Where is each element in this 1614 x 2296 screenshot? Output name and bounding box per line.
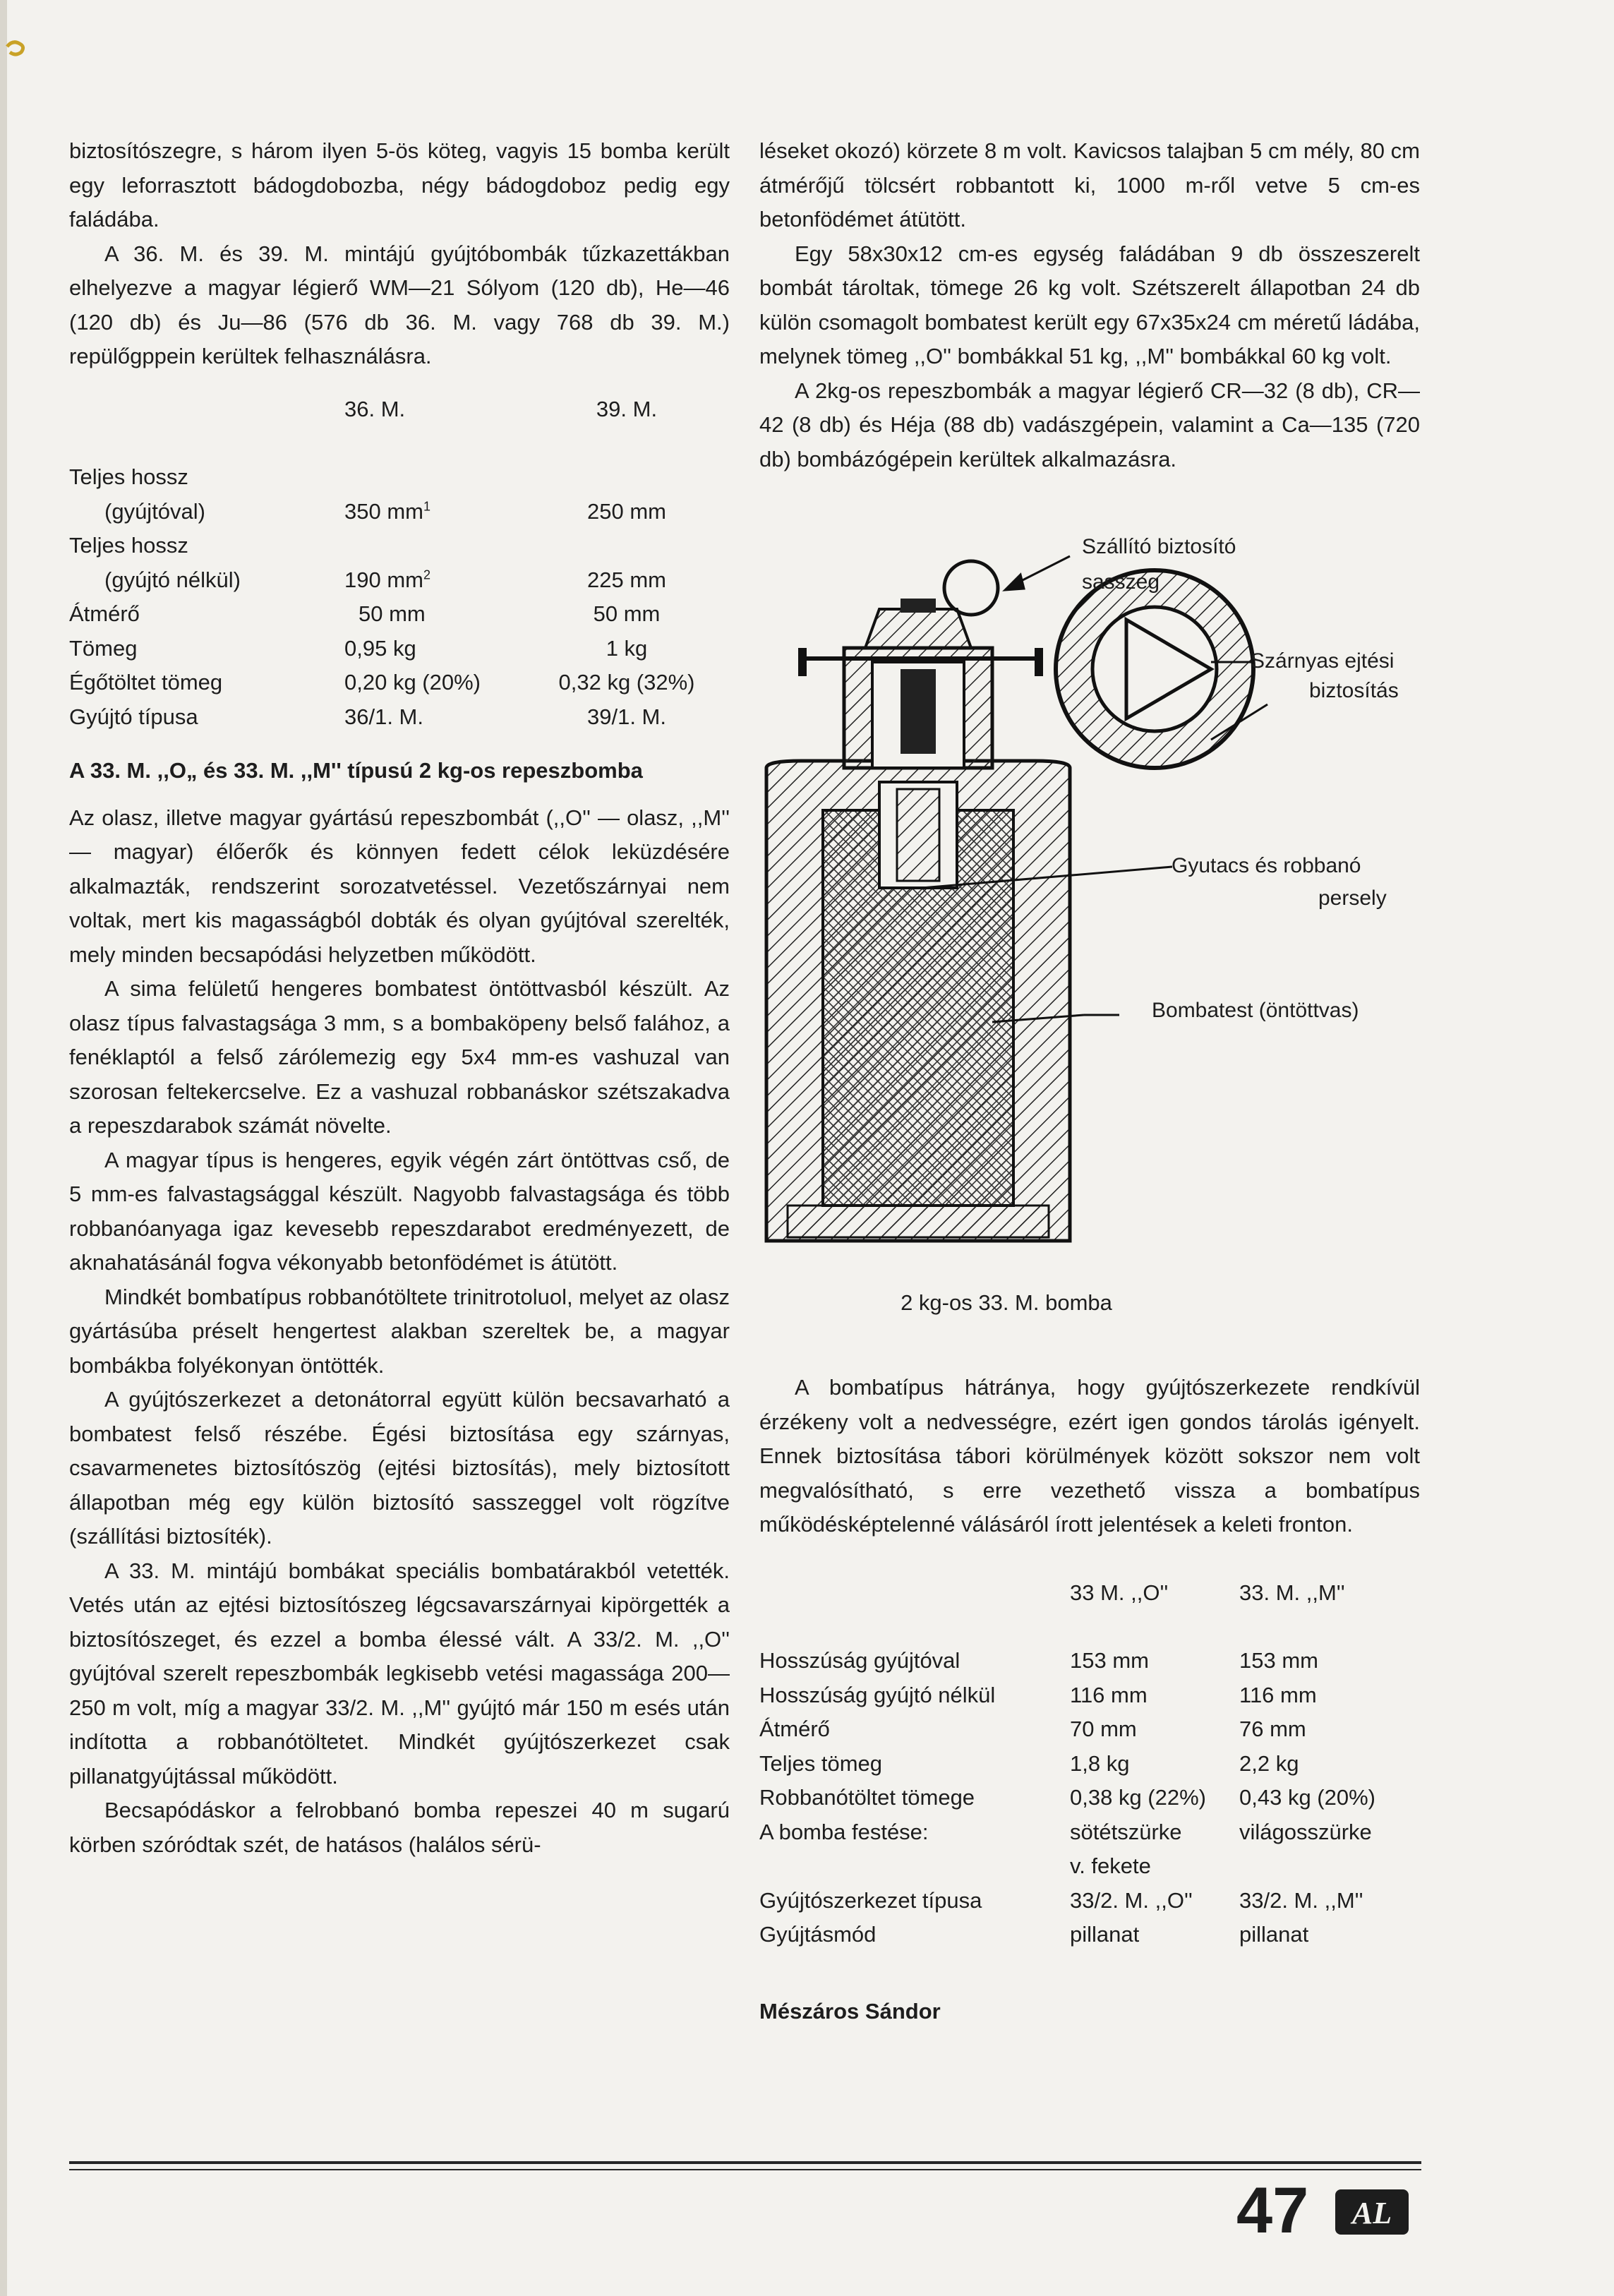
table-row <box>759 1747 1420 1781</box>
fragmentation-specs-table <box>759 1576 1420 1952</box>
paragraph: A sima felületű hengeres bombatest öntöttvasból készült. Az olasz típus falvastagsága 3 mm, s a bombaköpeny belső falához, a fenéklaptól a felső zárólemezig egy 5x4 mm-es vashuzal van szorosan feltekercselve. Ez a vashuzal robbanáskor szétszakadva a repeszdarabok számát növelte. <box>69 976 730 1138</box>
cell-value: 0,32 kg (32%) <box>558 670 695 695</box>
table-row <box>759 1884 1420 1918</box>
table-row <box>69 529 733 563</box>
label-bomb-body: Bombatest (öntöttvas) <box>1152 999 1359 1022</box>
paragraph: A gyújtószerkezet a detonátorral együtt külön becsavarható a bombatest felső részébe. Égési biztosítása egy szárnyas, csavarmenetes biztosítószög (ejtési biztosítás), mely biztosított állapotban még egy külön biztosító sasszeggel volt rögzítve (szállítási biztosíték). <box>69 1387 730 1549</box>
svg-text:AL: AL <box>1351 2196 1392 2230</box>
row-label: Teljes hossz <box>69 464 188 489</box>
row-label: Teljes hossz <box>69 533 188 558</box>
table-row <box>759 1712 1420 1747</box>
table-row <box>69 666 733 700</box>
footer-rule <box>69 2161 1421 2164</box>
row-label: Robbanótöltet tömege <box>759 1785 975 1810</box>
paragraph: A magyar típus is hengeres, egyik végén zárt öntöttvas cső, de 5 mm-es falvastagsággal készült. Nagyobb falvastagsága és több robbanóanyaga igaz kevesebb repeszdarabot eredményezett, de aknahatásánál fogva vékonyabb betonfödémet is átütött. <box>69 1147 730 1275</box>
cell-value: 50 mm <box>593 601 661 626</box>
table-header-row <box>69 392 733 427</box>
cell-value: 116 mm <box>1070 1682 1148 1707</box>
table-row <box>69 460 733 495</box>
section-heading: A 33. M. ,,O„ és 33. M. ,,M'' típusú 2 kg-os repeszbomba <box>69 758 643 783</box>
page-number: 47 <box>1236 2175 1309 2247</box>
row-label: Égőtöltet tömeg <box>69 670 223 695</box>
cell-value: 33/2. M. ,,O'' <box>1070 1887 1193 1913</box>
cell-value: 116 mm <box>1239 1682 1317 1707</box>
footer-rule-thin <box>69 2169 1421 2170</box>
cell-value: 39/1. M. <box>587 704 666 729</box>
row-label: Tömeg <box>69 635 138 661</box>
cell-value: 350 $mm^1$ <box>344 498 430 524</box>
cell-value: 36/1. M. <box>344 704 423 729</box>
cell-value: 153 mm <box>1239 1648 1318 1673</box>
cell-value: 33/2. M. ,,M'' <box>1239 1887 1363 1913</box>
right-column-bottom <box>759 1371 1420 2028</box>
incendiary-specs-table <box>69 392 733 735</box>
cell-value: pillanat <box>1239 1922 1309 1947</box>
cell-value: 0,38 kg (22%) <box>1070 1785 1206 1810</box>
paragraph: Az olasz, illetve magyar gyártású repeszbombát (,,O'' — olasz, ,,M'' — magyar) élőerők és könnyen fedett célok leküzdésére alkalmazták, rendszerint sorozatvetéssel. Vezetőszárnyai nem voltak, mert kis magasságból dobták és olyan gyújtóval szerelték, mely minden becsapódási helyzetben működött. <box>69 805 730 967</box>
left-column <box>69 134 730 1862</box>
table-row <box>69 700 733 735</box>
row-label: Átmérő <box>759 1717 830 1741</box>
paragraph: A 33. M. mintájú bombákat speciális bombatárakból vetették. Vetés után az ejtési biztosítószeg légcsavarszárnyai kipörgették a biztosítószeget, és ezzel a bomba élessé vált. A 33/2. M. ,,O'' gyújtóval szerelt repeszbombák legkisebb vetési magassága 200—250 m volt, míg a magyar 33/2. M. ,,M'' gyújtó már 150 m esés után indította a robbanótöltetet. Mindkét gyújtószerkezet csak pillanatgyújtással működött. <box>69 1558 730 1789</box>
label-detonator: Gyutacs és robbanó <box>1172 854 1361 877</box>
cell-value: 0,20 kg (20%) <box>344 670 481 695</box>
table-row <box>759 1849 1420 1884</box>
label-detonator-2: persely <box>1318 886 1387 910</box>
cell-value: világosszürke <box>1239 1819 1372 1844</box>
table-row <box>69 563 733 598</box>
cell-value: v. fekete <box>1070 1853 1151 1878</box>
row-label: Hosszúság gyújtóval <box>759 1648 960 1673</box>
row-label: Gyújtószerkezet típusa <box>759 1887 982 1913</box>
right-column-top <box>759 134 1420 476</box>
cell-value: sötétszürke <box>1070 1819 1182 1844</box>
cell-value: 1 kg <box>606 635 648 661</box>
column-header: 36. M. <box>344 396 406 421</box>
table-row <box>759 1918 1420 1952</box>
author-signature: Mészáros Sándor <box>759 1998 941 2024</box>
figure-caption: 2 kg-os 33. M. bomba <box>901 1290 1112 1315</box>
paragraph: léseket okozó) körzete 8 m volt. Kavicsos talajban 5 cm mély, 80 cm átmérőjű tölcsért robbantott ki, 1000 m-ről vetve 5 cm-es betonfödémet átütött. <box>759 138 1420 232</box>
column-header: 39. M. <box>596 396 658 421</box>
row-label: (gyújtóval) <box>104 498 205 524</box>
table-row <box>759 1781 1420 1815</box>
cell-value: 1,8 kg <box>1070 1750 1130 1776</box>
table-row <box>759 1815 1420 1850</box>
paragraph: Egy 58x30x12 cm-es egység faládában 9 db összeszerelt bombát tároltak, tömege 26 kg volt. Szétszerelt állapotban 24 db külön csomagolt bombatest került egy 67x35x24 cm méretű ládába, melynek tömeg ,,O'' bombákkal 51 kg, ,,M'' bombákkal 60 kg volt. <box>759 241 1420 368</box>
row-label: Átmérő <box>69 601 140 626</box>
corner-mark-icon <box>4 37 32 58</box>
paragraph: Becsapódáskor a felrobbanó bomba repeszei 40 m sugarú körben szóródtak szét, de hatásos (halálos sérü- <box>69 1798 730 1857</box>
wing-pin-ring <box>1056 570 1253 768</box>
cell-value: 153 mm <box>1070 1648 1149 1673</box>
cell-value <box>1239 1849 1420 1884</box>
cell-value: 0,95 kg <box>344 635 416 661</box>
page-edge <box>0 0 7 2296</box>
transport-pin-ring <box>944 561 998 615</box>
cell-value: 50 mm <box>359 601 426 626</box>
column-header: 33 M. ,,O'' <box>1070 1580 1169 1605</box>
table-row <box>69 495 733 529</box>
row-label: Gyújtó típusa <box>69 704 198 729</box>
cell-value: 0,43 kg (20%) <box>1239 1785 1375 1810</box>
row-label: Gyújtásmód <box>759 1922 877 1947</box>
paragraph: A bombatípus hátránya, hogy gyújtószerkezete rendkívül érzékeny volt a nedvességre, ezért igen gondos tárolás igényelt. Ennek biztosítása tábori körülmények között sokszor nem volt megvalósítható, s erre vezethető vissza a bombatípus működésképtelenné válásáról írott jelentések a keleti fronton. <box>759 1375 1420 1537</box>
row-label: Teljes tömeg <box>759 1750 883 1776</box>
cell-value: 190 $mm^2$ <box>344 567 430 592</box>
cell-value: 70 mm <box>1070 1717 1137 1741</box>
cell-value: 225 mm <box>587 567 666 592</box>
cell-value: 2,2 kg <box>1239 1750 1299 1776</box>
row-label: A bomba festése: <box>759 1819 929 1844</box>
row-label: (gyújtó nélkül) <box>104 567 241 592</box>
table-row <box>69 632 733 666</box>
label-transport-pin-2: sasszeg <box>1082 570 1160 594</box>
table-row <box>69 597 733 632</box>
table-header-row <box>759 1576 1420 1611</box>
cell-value: 76 mm <box>1239 1717 1306 1741</box>
table-row <box>759 1678 1420 1713</box>
magazine-logo-icon <box>1334 2188 1410 2236</box>
label-wing-pin: Szárnyas ejtési <box>1251 649 1395 673</box>
cell-value: pillanat <box>1070 1922 1140 1947</box>
column-header: 33. M. ,,M'' <box>1239 1580 1345 1605</box>
paragraph: Mindkét bombatípus robbanótöltete trinitrotoluol, melyet az olasz gyártásúba préselt hengertest alakban szereltek be, a magyar bombákba folyékonyan öntötték. <box>69 1284 730 1378</box>
table-row <box>759 1644 1420 1678</box>
label-wing-pin-2: biztosítás <box>1309 679 1399 702</box>
paragraph: A 36. M. és 39. M. mintájú gyújtóbombák tűzkazettákban elhelyezve a magyar légierő WM—21 Sólyom (120 db), He—46 (120 db) és Ju—86 (576 db 36. M. vagy 768 db 39. M.) repülőgppein kerültek felhasználásra. <box>69 241 730 368</box>
paragraph: A 2kg-os repeszbombák a magyar légierő CR—32 (8 db), CR—42 (8 db) és Héja (88 db) vadászgépein, valamint a Ca—135 (720 db) bombázógépein kerültek alkalmazásra. <box>759 378 1420 471</box>
row-label <box>759 1849 1070 1884</box>
row-label: Hosszúság gyújtó nélkül <box>759 1682 996 1707</box>
paragraph: biztosítószegre, s három ilyen 5-ös köteg, vagyis 15 bomba került egy leforrasztott bádogdobozba, négy bádogdoboz pedig egy faládába. <box>69 138 730 232</box>
label-transport-pin: Szállító biztosító <box>1082 535 1236 558</box>
cell-value: 250 mm <box>587 498 666 524</box>
